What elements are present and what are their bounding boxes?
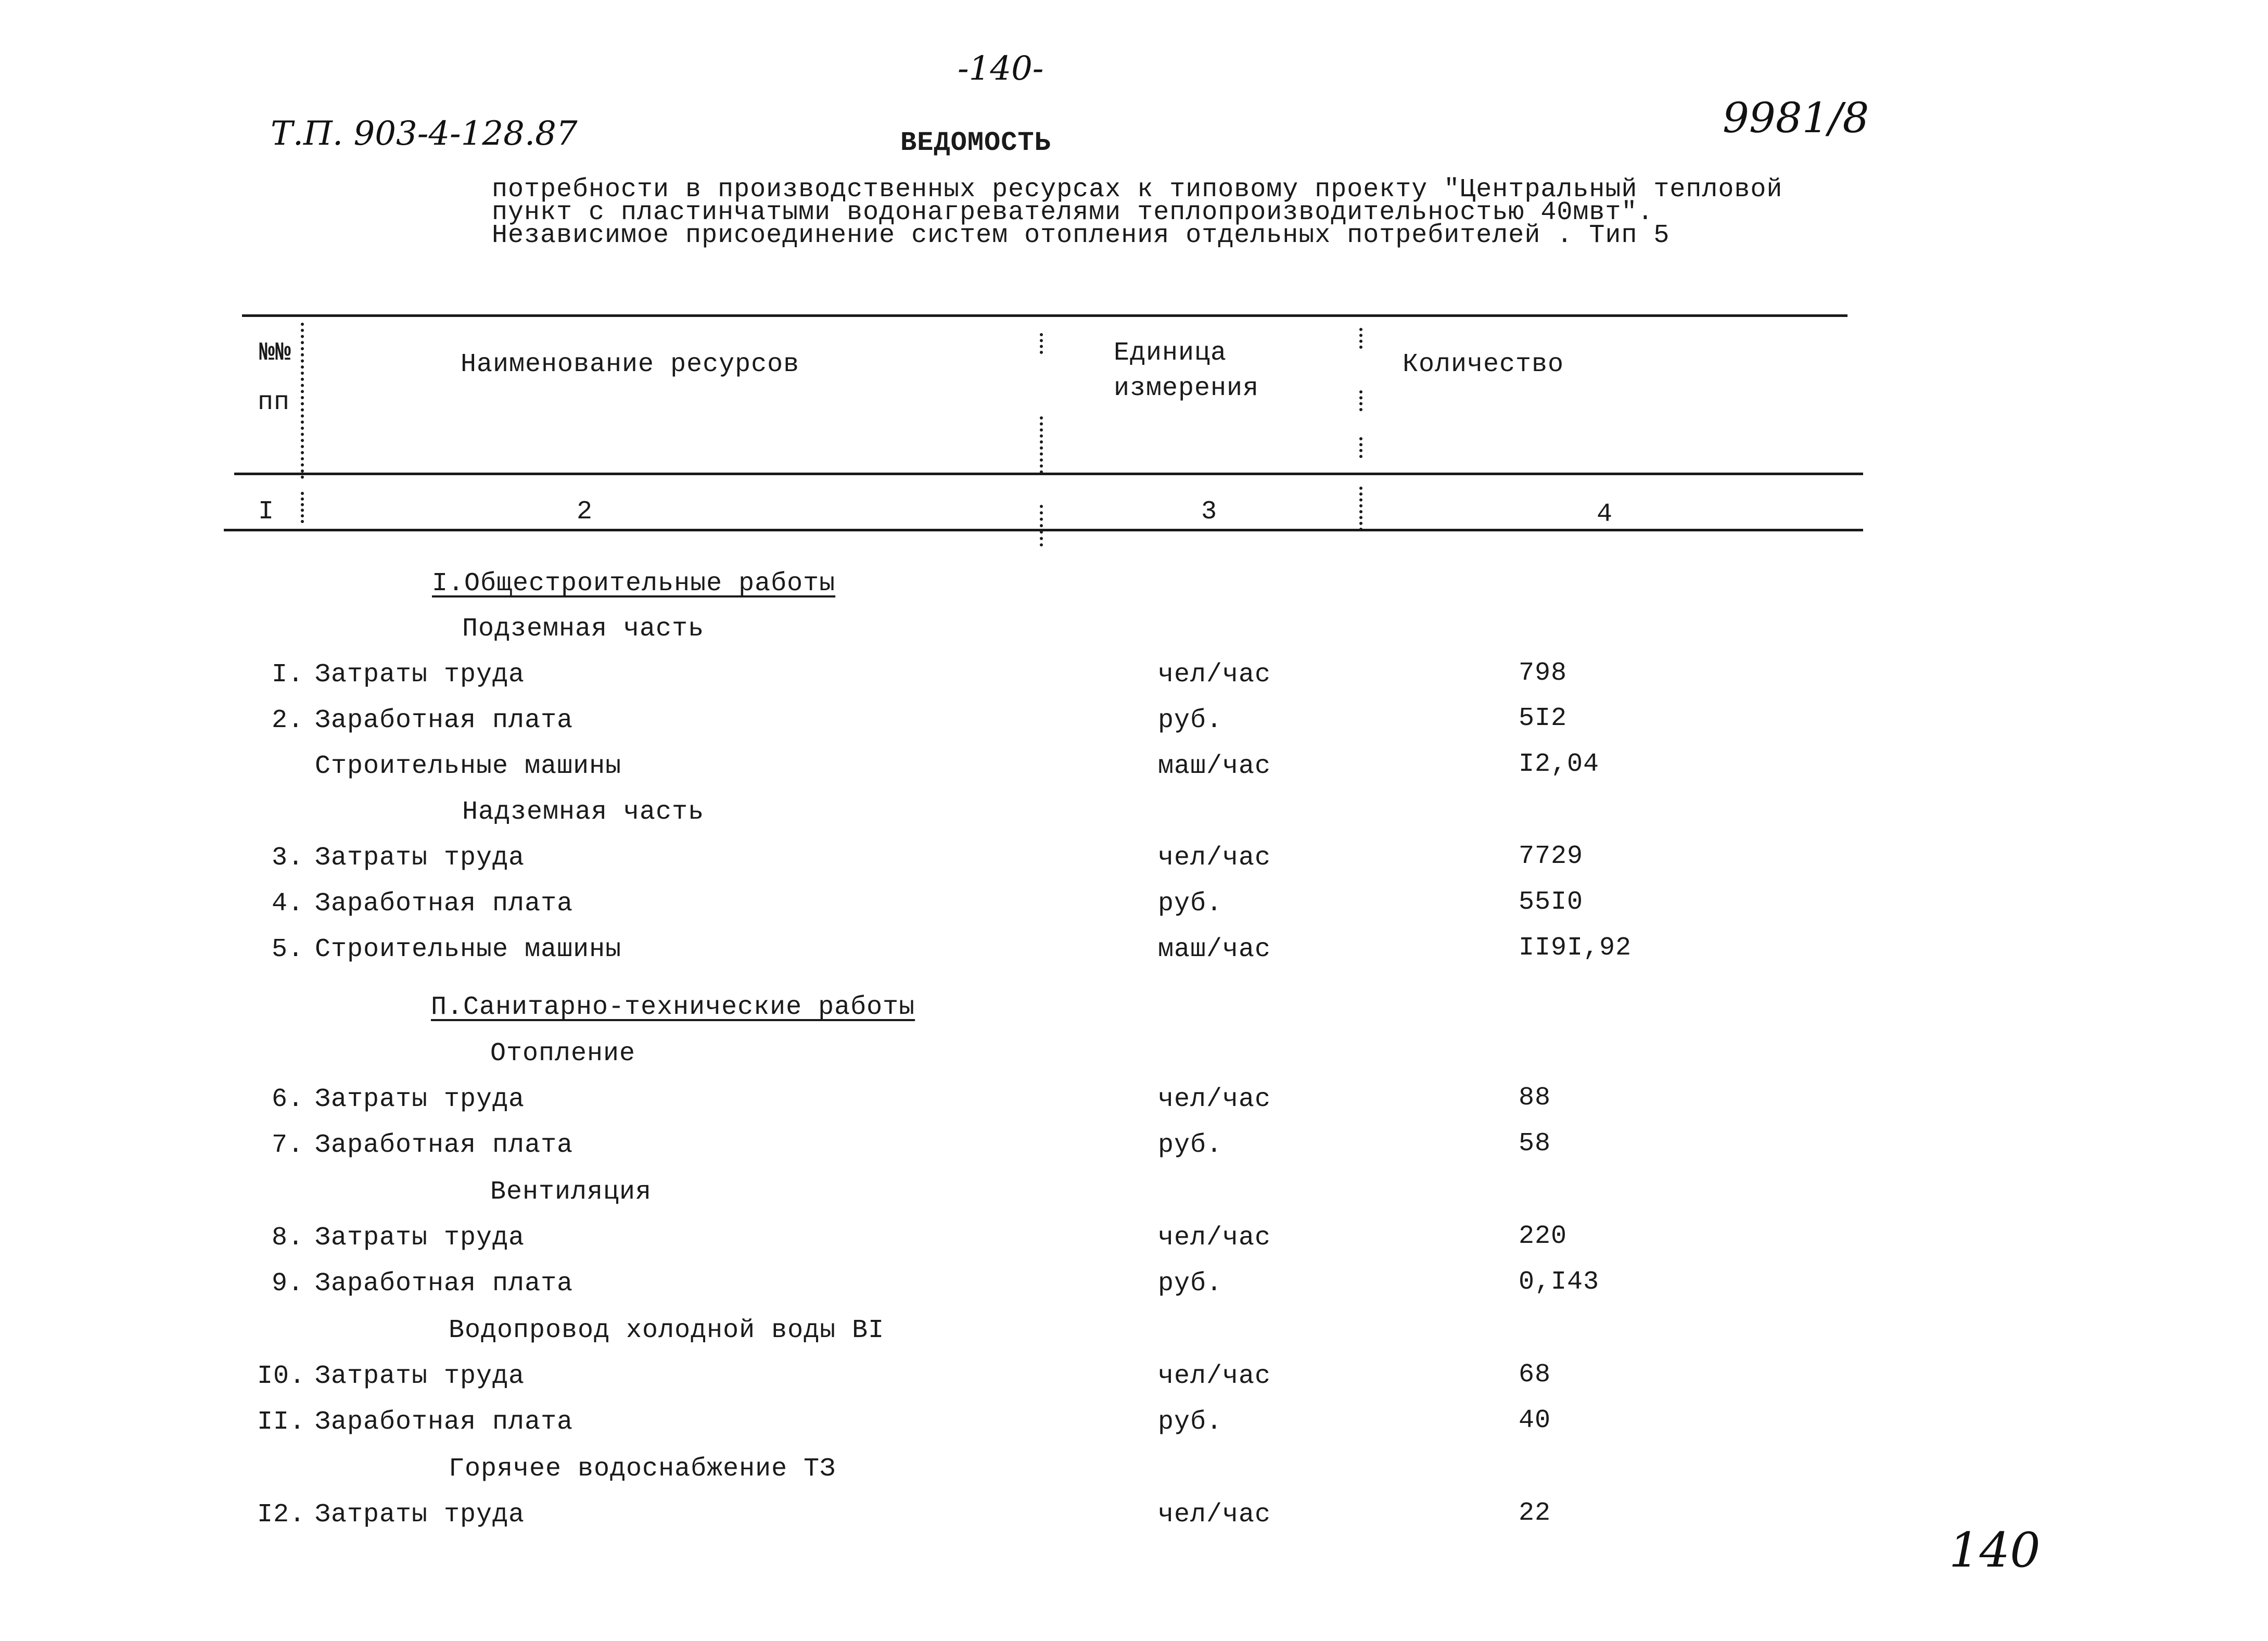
row-name: Заработная плата xyxy=(315,1407,574,1437)
col-separator-3d xyxy=(1359,487,1366,531)
row-name: Затраты труда xyxy=(315,1085,525,1114)
row-qty: 0,I43 xyxy=(1519,1267,1600,1297)
row-num: 6. xyxy=(272,1085,304,1114)
col-separator-1b xyxy=(301,492,307,523)
row-qty: 55I0 xyxy=(1519,887,1584,917)
header-unit-line2: измерения xyxy=(1114,374,1259,403)
table-header-rule xyxy=(234,473,1863,475)
row-num: I2. xyxy=(257,1500,306,1530)
colnum-4: 4 xyxy=(1597,500,1613,529)
col-separator-2 xyxy=(1040,333,1046,354)
section-1-title: I.Общестроительные работы xyxy=(432,569,836,599)
row-qty: 22 xyxy=(1519,1498,1551,1528)
row-unit: руб. xyxy=(1158,889,1223,919)
section-2-sub-2: Вентиляция xyxy=(490,1177,652,1207)
row-name: Строительные машины xyxy=(315,935,622,964)
row-unit: чел/час xyxy=(1158,1362,1271,1391)
col-separator-1 xyxy=(301,323,307,479)
row-num: I0. xyxy=(257,1362,306,1391)
header-num-line1: №№ xyxy=(259,338,292,368)
colnum-3: 3 xyxy=(1201,497,1218,527)
row-qty: 68 xyxy=(1519,1360,1551,1390)
section-2-title: П.Санитарно-технические работы xyxy=(431,993,915,1022)
section-2-sub-4: Горячее водоснабжение ТЗ xyxy=(449,1454,836,1484)
row-num: I. xyxy=(272,660,304,690)
row-name: Затраты труда xyxy=(315,843,525,873)
row-unit: чел/час xyxy=(1158,843,1271,873)
header-num-line2: пп xyxy=(258,388,290,417)
page-number-top: -140- xyxy=(958,49,1044,88)
row-unit: чел/час xyxy=(1158,1085,1271,1114)
row-unit: чел/час xyxy=(1158,1223,1271,1253)
row-qty: 40 xyxy=(1519,1406,1551,1435)
row-num: 9. xyxy=(272,1269,304,1299)
header-name: Наименование ресурсов xyxy=(461,350,800,379)
row-name: Заработная плата xyxy=(315,889,574,919)
row-qty: 5I2 xyxy=(1519,704,1568,733)
colnum-2: 2 xyxy=(577,497,593,527)
row-name: Заработная плата xyxy=(315,1130,574,1160)
row-qty: 88 xyxy=(1519,1083,1551,1113)
colnum-1: I xyxy=(258,497,275,527)
subtitle-line-2: пункт с пластинчатыми водонагревателями теплопроизводительностью 40мвт". xyxy=(492,198,1654,227)
row-name: Затраты труда xyxy=(315,660,525,690)
table-top-rule xyxy=(242,314,1847,317)
row-qty: 798 xyxy=(1519,658,1568,688)
row-unit: чел/час xyxy=(1158,660,1271,690)
document-title: ВЕДОМОСТЬ xyxy=(900,128,1051,158)
col-separator-3b xyxy=(1359,390,1366,411)
subtitle-line-3: Независимое присоединение систем отопления отдельных потребителей . Тип 5 xyxy=(492,221,1670,250)
row-qty: II9I,92 xyxy=(1519,933,1632,963)
row-num: 2. xyxy=(272,706,304,735)
row-unit: чел/час xyxy=(1158,1500,1271,1530)
row-name: Затраты труда xyxy=(315,1500,525,1530)
row-num: 3. xyxy=(272,843,304,873)
row-name: Строительные машины xyxy=(315,752,622,781)
col-separator-3 xyxy=(1359,328,1366,349)
section-2-sub-3: Водопровод холодной воды BI xyxy=(449,1316,885,1345)
col-separator-2c xyxy=(1040,505,1046,546)
row-num: II. xyxy=(257,1407,306,1437)
row-unit: маш/час xyxy=(1158,752,1271,781)
header-unit-line1: Единица xyxy=(1114,338,1227,368)
row-unit: руб. xyxy=(1158,706,1223,735)
row-name: Затраты труда xyxy=(315,1223,525,1253)
row-unit: руб. xyxy=(1158,1269,1223,1299)
col-separator-2b xyxy=(1040,416,1046,474)
header-qty: Количество xyxy=(1403,350,1564,379)
row-unit: руб. xyxy=(1158,1130,1223,1160)
subtitle-line-1: потребности в производственных ресурсах к типовому проекту "Центральный тепловой xyxy=(492,175,1783,205)
section-2-sub-1: Отопление xyxy=(490,1039,636,1068)
row-num: 4. xyxy=(272,889,304,919)
document-number: 9981/8 xyxy=(1723,94,1869,142)
row-num: 8. xyxy=(272,1223,304,1253)
section-1-sub-1: Подземная часть xyxy=(462,614,705,644)
row-unit: руб. xyxy=(1158,1407,1223,1437)
row-num: 5. xyxy=(272,935,304,964)
row-qty: 58 xyxy=(1519,1129,1551,1159)
document-code: Т.П. 903-4-128.87 xyxy=(271,115,578,153)
row-qty: I2,04 xyxy=(1519,749,1600,779)
page-number-bottom: 140 xyxy=(1949,1522,2041,1578)
row-unit: маш/час xyxy=(1158,935,1271,964)
row-name: Заработная плата xyxy=(315,1269,574,1299)
section-1-sub-2: Надземная часть xyxy=(462,797,705,827)
row-name: Заработная плата xyxy=(315,706,574,735)
col-separator-3c xyxy=(1359,437,1366,458)
row-name: Затраты труда xyxy=(315,1362,525,1391)
row-qty: 220 xyxy=(1519,1222,1568,1251)
row-qty: 7729 xyxy=(1519,842,1584,871)
row-num: 7. xyxy=(272,1130,304,1160)
